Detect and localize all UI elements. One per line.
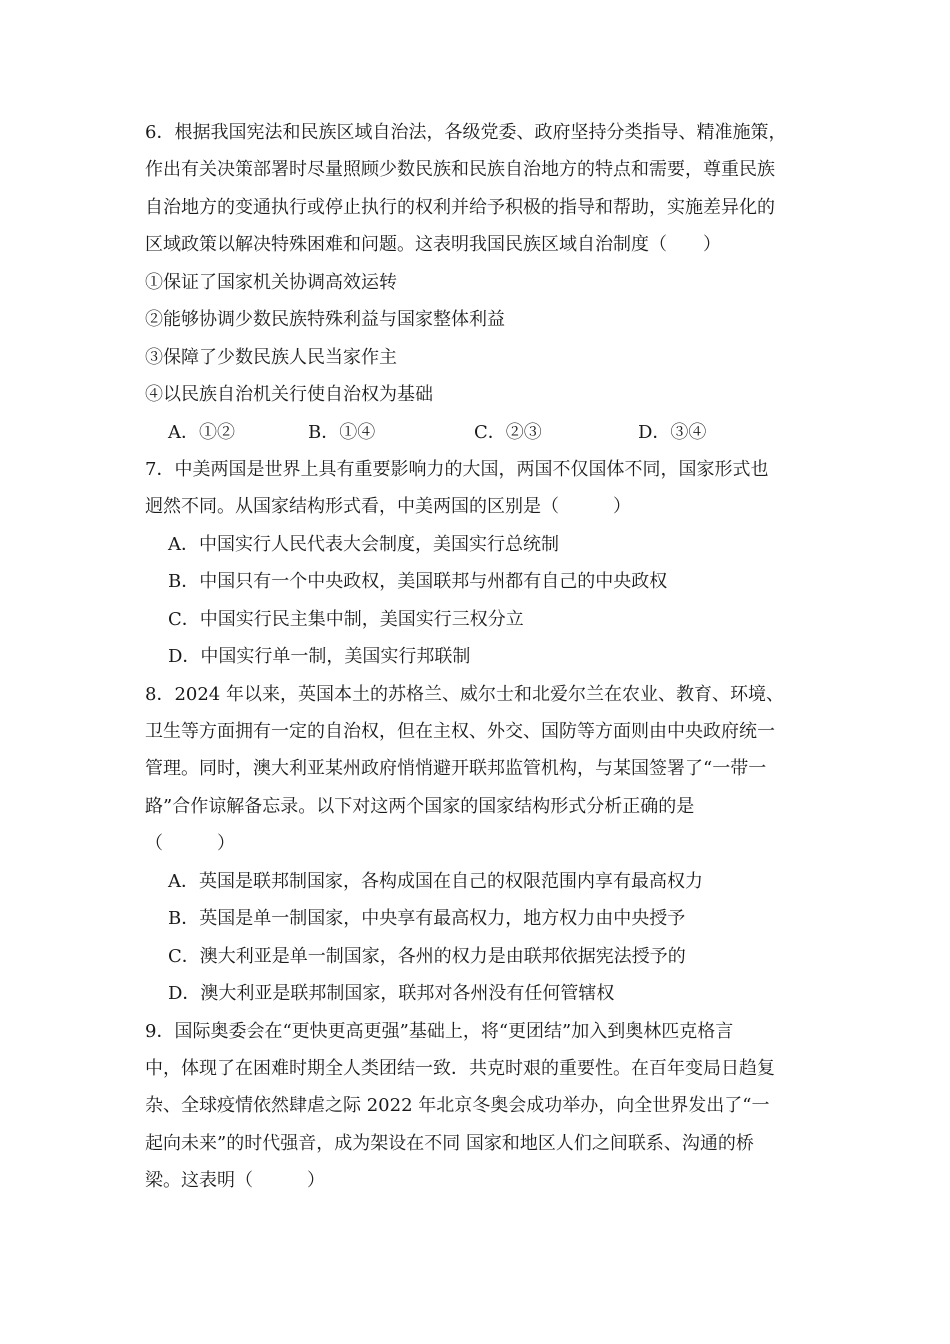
q8-option-d: D．澳大利亚是联邦制国家，联邦对各州没有任何管辖权: [168, 983, 615, 1004]
q6-stem-line-3: 自治地方的变通执行或停止执行的权利并给予积极的指导和帮助，实施差异化的: [145, 197, 775, 218]
q7-option-b: B．中国只有一个中央政权，美国联邦与州都有自己的中央政权: [168, 571, 668, 592]
q9-stem-line-1: 9．国际奥委会在“更快更高更强”基础上，将“更团结”加入到奥林匹克格言: [145, 1021, 734, 1042]
q7-stem-line-1: 7．中美两国是世界上具有重要影响力的大国，两国不仅国体不同，国家形式也: [145, 459, 769, 480]
q7-option-a: A．中国实行人民代表大会制度，美国实行总统制: [168, 534, 559, 555]
q8-stem-line-1: 8．2024 年以来，英国本土的苏格兰、威尔士和北爱尔兰在农业、教育、环境、: [145, 684, 784, 705]
q9-stem-line-3: 杂、全球疫情依然肆虐之际 2022 年北京冬奥会成功举办，向全世界发出了“一: [145, 1095, 770, 1116]
q6-option-a: A．①②: [168, 422, 235, 443]
q8-option-a: A．英国是联邦制国家，各构成国在自己的权限范围内享有最高权力: [168, 871, 703, 892]
q7-stem-line-2: 迥然不同。从国家结构形式看，中美两国的区别是（ ）: [145, 496, 631, 517]
q8-stem-line-2: 卫生等方面拥有一定的自治权，但在主权、外交、国防等方面则由中央政府统一: [145, 721, 775, 742]
q6-option-c: C．②③: [474, 422, 542, 443]
q8-stem-line-4: 路”合作谅解备忘录。以下对这两个国家的国家结构形式分析正确的是: [145, 796, 695, 817]
q6-stem-line-4: 区域政策以解决特殊困难和问题。这表明我国民族区域自治制度（ ）: [145, 234, 721, 255]
q6-options-row: [168, 421, 728, 445]
q8-stem-line-3: 管理。同时，澳大利亚某州政府悄悄避开联邦监管机构，与某国签署了“一带一: [145, 758, 767, 779]
q8-answer-bracket: （ ）: [145, 833, 235, 854]
q7-option-c: C．中国实行民主集中制，美国实行三权分立: [168, 609, 524, 630]
q6-option-d: D．③④: [638, 422, 707, 443]
q6-stem-line-2: 作出有关决策部署时尽量照顾少数民族和民族自治地方的特点和需要，尊重民族: [145, 159, 775, 180]
q9-stem-line-4: 起向未来”的时代强音，成为架设在不同 国家和地区人们之间联系、沟通的桥: [145, 1133, 754, 1154]
q8-option-b: B．英国是单一制国家，中央享有最高权力，地方权力由中央授予: [168, 908, 686, 929]
q9-stem-line-5: 梁。这表明（ ）: [145, 1170, 325, 1191]
q6-item-4: ④以民族自治机关行使自治权为基础: [145, 384, 433, 405]
q6-item-2: ②能够协调少数民族特殊利益与国家整体利益: [145, 309, 505, 330]
q6-stem-line-1: 6．根据我国宪法和民族区域自治法，各级党委、政府坚持分类指导、精准施策，: [145, 122, 787, 143]
q9-stem-line-2: 中，体现了在困难时期全人类团结一致．共克时艰的重要性。在百年变局日趋复: [145, 1058, 775, 1079]
q6-item-3: ③保障了少数民族人民当家作主: [145, 347, 397, 368]
q6-item-1: ①保证了国家机关协调高效运转: [145, 272, 397, 293]
q7-option-d: D．中国实行单一制，美国实行邦联制: [168, 646, 471, 667]
q8-option-c: C．澳大利亚是单一制国家，各州的权力是由联邦依据宪法授予的: [168, 946, 686, 967]
q6-option-b: B．①④: [308, 422, 376, 443]
